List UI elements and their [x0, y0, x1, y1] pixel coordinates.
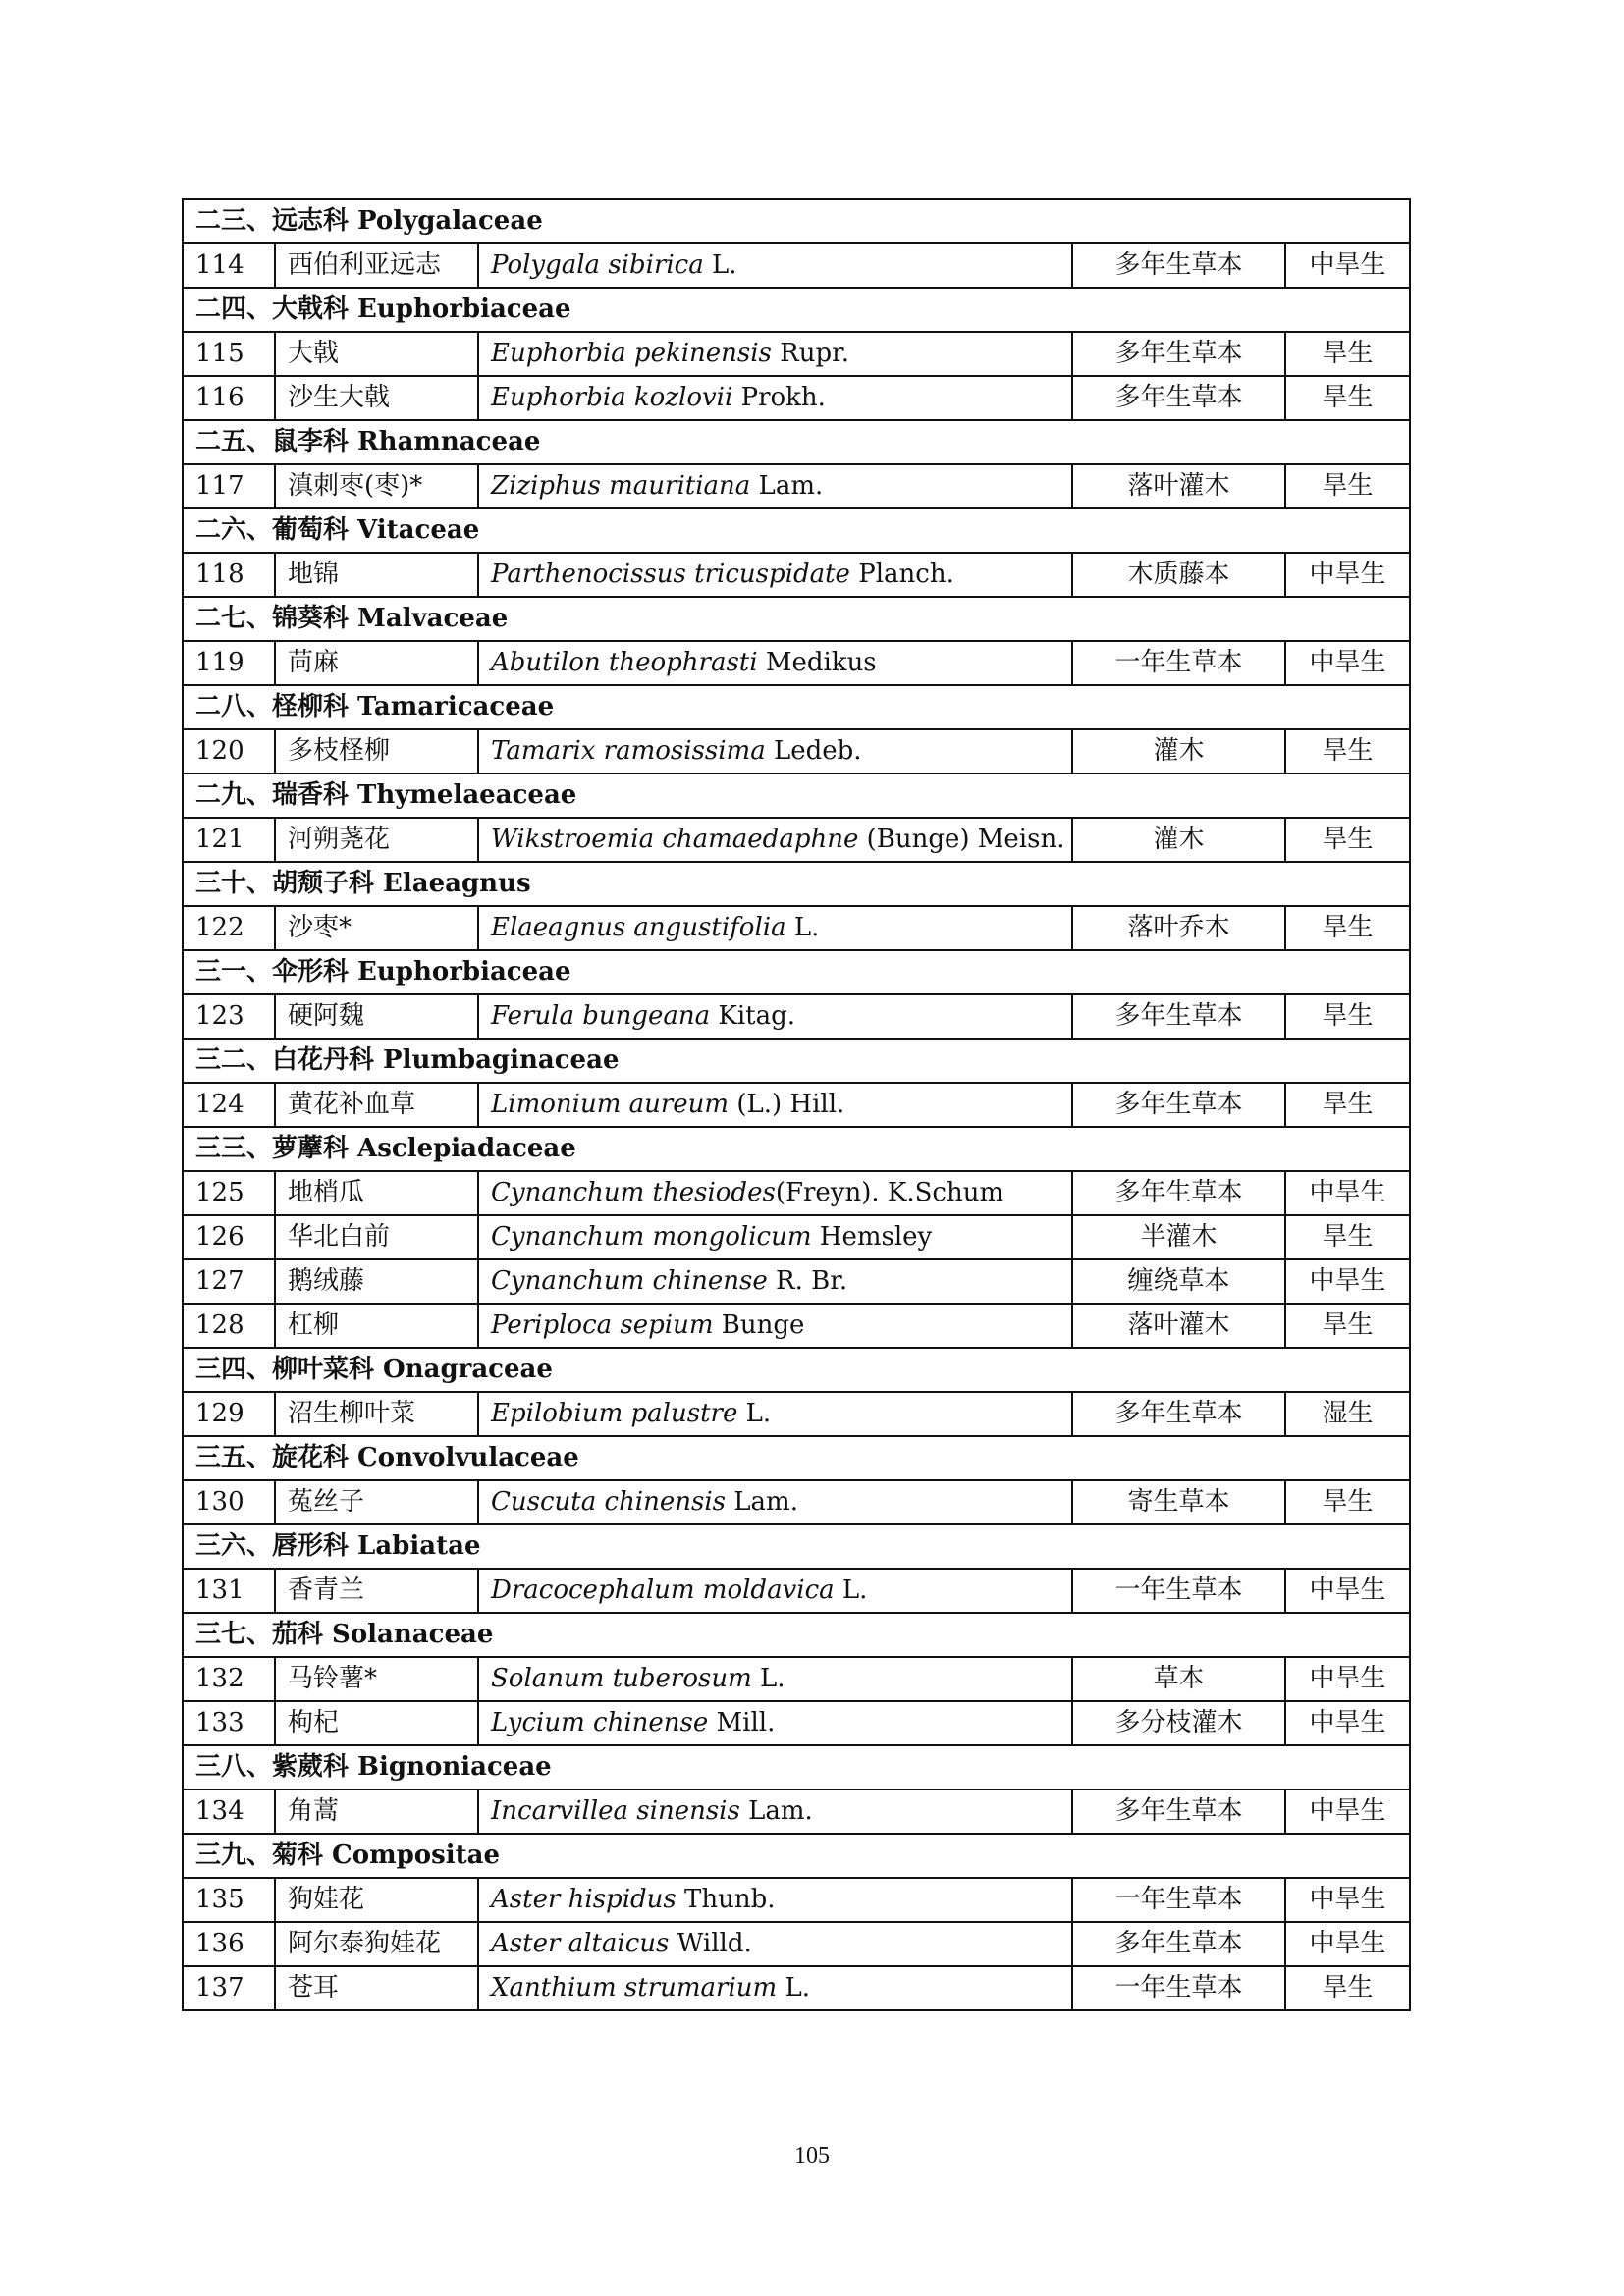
family-header-row [183, 1834, 1410, 1878]
species-number: 119 [183, 641, 275, 685]
scientific-name [478, 464, 1072, 508]
ecotype: 中旱生 [1285, 1259, 1410, 1304]
family-title: 二七、锦葵科 Malvaceae [183, 597, 1410, 641]
scientific-name [478, 243, 1072, 288]
species-row [183, 1789, 1410, 1834]
scientific-binomial: Aster hispidus [491, 1885, 677, 1914]
chinese-name: 华北白前 [275, 1215, 478, 1259]
species-number: 120 [183, 729, 275, 774]
family-title: 二六、葡萄科 Vitaceae [183, 508, 1410, 553]
scientific-authority: (Freyn). K.Schum [775, 1178, 1004, 1207]
species-number: 116 [183, 376, 275, 420]
species-number: 121 [183, 818, 275, 862]
scientific-binomial: Dracocephalum moldavica [491, 1575, 835, 1605]
ecotype: 中旱生 [1285, 1171, 1410, 1215]
scientific-name [478, 641, 1072, 685]
family-header-row [183, 1524, 1410, 1569]
ecotype: 旱生 [1285, 1966, 1410, 2010]
life-form: 一年生草本 [1072, 1569, 1285, 1613]
family-header-row [183, 862, 1410, 906]
species-number: 129 [183, 1392, 275, 1436]
scientific-authority: L. [751, 1664, 785, 1693]
chinese-name: 狗娃花 [275, 1878, 478, 1922]
ecotype: 旱生 [1285, 376, 1410, 420]
family-title: 三七、茄科 Solanaceae [183, 1613, 1410, 1657]
life-form: 多年生草本 [1072, 376, 1285, 420]
species-number: 114 [183, 243, 275, 288]
family-title: 三十、胡颓子科 Elaeagnus [183, 862, 1410, 906]
species-number: 122 [183, 906, 275, 950]
family-title: 二五、鼠李科 Rhamnaceae [183, 420, 1410, 464]
family-title: 三三、萝藦科 Asclepiadaceae [183, 1127, 1410, 1171]
species-number: 131 [183, 1569, 275, 1613]
scientific-name [478, 818, 1072, 862]
species-row [183, 1878, 1410, 1922]
chinese-name: 滇刺枣(枣)* [275, 464, 478, 508]
species-number: 130 [183, 1480, 275, 1524]
ecotype: 旱生 [1285, 1215, 1410, 1259]
scientific-binomial: Aster altaicus [491, 1929, 670, 1958]
species-row [183, 1569, 1410, 1613]
family-title: 二九、瑞香科 Thymelaeaceae [183, 774, 1410, 818]
life-form: 落叶灌木 [1072, 1304, 1285, 1348]
family-header-row [183, 288, 1410, 332]
ecotype: 中旱生 [1285, 1922, 1410, 1966]
scientific-authority: L. [777, 1973, 810, 2002]
scientific-authority: Lam. [750, 471, 824, 501]
scientific-binomial: Ziziphus mauritiana [491, 471, 751, 501]
family-title: 三八、紫葳科 Bignoniaceae [183, 1745, 1410, 1789]
scientific-authority: Thunb. [676, 1885, 776, 1914]
scientific-authority: L. [785, 913, 820, 942]
scientific-name [478, 332, 1072, 376]
scientific-name [478, 1701, 1072, 1745]
scientific-binomial: Ferula bungeana [491, 1001, 711, 1031]
chinese-name: 阿尔泰狗娃花 [275, 1922, 478, 1966]
scientific-authority: L. [737, 1399, 772, 1428]
family-title: 三四、柳叶菜科 Onagraceae [183, 1348, 1410, 1392]
scientific-name [478, 1966, 1072, 2010]
scientific-binomial: Abutilon theophrasti [491, 648, 758, 677]
scientific-name [478, 1789, 1072, 1834]
scientific-name [478, 994, 1072, 1039]
scientific-name [478, 1657, 1072, 1701]
life-form: 多年生草本 [1072, 243, 1285, 288]
species-row [183, 376, 1410, 420]
life-form: 落叶乔木 [1072, 906, 1285, 950]
life-form: 木质藤本 [1072, 553, 1285, 597]
family-title: 三六、唇形科 Labiatae [183, 1524, 1410, 1569]
ecotype: 旱生 [1285, 464, 1410, 508]
life-form: 多年生草本 [1072, 994, 1285, 1039]
scientific-name [478, 1215, 1072, 1259]
family-header-row [183, 950, 1410, 994]
scientific-name [478, 1304, 1072, 1348]
species-row [183, 1657, 1410, 1701]
scientific-binomial: Elaeagnus angustifolia [491, 913, 786, 942]
scientific-binomial: Wikstroemia chamaedaphne [491, 825, 859, 854]
species-row [183, 243, 1410, 288]
chinese-name: 菟丝子 [275, 1480, 478, 1524]
family-header-row [183, 597, 1410, 641]
species-number: 118 [183, 553, 275, 597]
family-title: 三二、白花丹科 Plumbaginaceae [183, 1039, 1410, 1083]
life-form: 一年生草本 [1072, 641, 1285, 685]
family-title: 二八、柽柳科 Tamaricaceae [183, 685, 1410, 729]
species-number: 123 [183, 994, 275, 1039]
chinese-name: 多枝柽柳 [275, 729, 478, 774]
species-row [183, 1215, 1410, 1259]
life-form: 寄生草本 [1072, 1480, 1285, 1524]
ecotype: 中旱生 [1285, 1657, 1410, 1701]
chinese-name: 地锦 [275, 553, 478, 597]
species-row [183, 1171, 1410, 1215]
ecotype: 中旱生 [1285, 553, 1410, 597]
scientific-binomial: Polygala sibirica [491, 250, 704, 280]
life-form: 灌木 [1072, 729, 1285, 774]
scientific-name [478, 1259, 1072, 1304]
family-title: 三一、伞形科 Euphorbiaceae [183, 950, 1410, 994]
scientific-binomial: Epilobium palustre [491, 1399, 738, 1428]
scientific-binomial: Cynanchum mongolicum [491, 1222, 812, 1252]
family-header-row [183, 1127, 1410, 1171]
scientific-authority: Bunge [713, 1310, 805, 1340]
species-row [183, 332, 1410, 376]
ecotype: 旱生 [1285, 994, 1410, 1039]
family-header-row [183, 1436, 1410, 1480]
ecotype: 旱生 [1285, 906, 1410, 950]
scientific-binomial: Euphorbia pekinensis [491, 339, 772, 368]
chinese-name: 硬阿魏 [275, 994, 478, 1039]
table-body [183, 199, 1410, 2010]
ecotype: 中旱生 [1285, 1878, 1410, 1922]
scientific-authority: Kitag. [710, 1001, 796, 1031]
scientific-name [478, 729, 1072, 774]
ecotype: 湿生 [1285, 1392, 1410, 1436]
ecotype: 旱生 [1285, 1083, 1410, 1127]
species-number: 132 [183, 1657, 275, 1701]
ecotype: 旱生 [1285, 1304, 1410, 1348]
ecotype: 旱生 [1285, 818, 1410, 862]
life-form: 一年生草本 [1072, 1878, 1285, 1922]
ecotype: 旱生 [1285, 729, 1410, 774]
species-number: 128 [183, 1304, 275, 1348]
scientific-authority: Rupr. [771, 339, 849, 368]
ecotype: 中旱生 [1285, 1701, 1410, 1745]
ecotype: 中旱生 [1285, 1569, 1410, 1613]
species-row [183, 994, 1410, 1039]
scientific-authority: (L.) Hill. [729, 1090, 845, 1119]
ecotype: 旱生 [1285, 332, 1410, 376]
species-number: 125 [183, 1171, 275, 1215]
chinese-name: 沼生柳叶菜 [275, 1392, 478, 1436]
chinese-name: 枸杞 [275, 1701, 478, 1745]
scientific-binomial: Cynanchum thesiodes [491, 1178, 776, 1207]
page-number: 105 [794, 2143, 830, 2168]
family-header-row [183, 1613, 1410, 1657]
family-header-row [183, 1039, 1410, 1083]
family-header-row [183, 774, 1410, 818]
ecotype: 中旱生 [1285, 1789, 1410, 1834]
scientific-authority: Ledeb. [765, 736, 862, 766]
ecotype: 中旱生 [1285, 243, 1410, 288]
scientific-binomial: Periploca sepium [491, 1310, 714, 1340]
species-number: 126 [183, 1215, 275, 1259]
family-header-row [183, 1348, 1410, 1392]
species-row [183, 1922, 1410, 1966]
scientific-name [478, 1878, 1072, 1922]
species-row [183, 906, 1410, 950]
scientific-name [478, 1922, 1072, 1966]
species-row [183, 818, 1410, 862]
ecotype: 旱生 [1285, 1480, 1410, 1524]
chinese-name: 杠柳 [275, 1304, 478, 1348]
ecotype: 中旱生 [1285, 641, 1410, 685]
species-row [183, 1083, 1410, 1127]
scientific-binomial: Lycium chinense [491, 1708, 709, 1737]
scientific-binomial: Limonium aureum [491, 1090, 730, 1119]
chinese-name: 西伯利亚远志 [275, 243, 478, 288]
life-form: 半灌木 [1072, 1215, 1285, 1259]
scientific-binomial: Cuscuta chinensis [491, 1487, 727, 1517]
family-header-row [183, 199, 1410, 243]
scientific-authority: Willd. [669, 1929, 752, 1958]
scientific-name [478, 1480, 1072, 1524]
species-number: 135 [183, 1878, 275, 1922]
scientific-binomial: Tamarix ramosissima [491, 736, 766, 766]
scientific-authority: Mill. [708, 1708, 776, 1737]
scientific-binomial: Incarvillea sinensis [491, 1796, 740, 1826]
chinese-name: 苘麻 [275, 641, 478, 685]
species-row [183, 729, 1410, 774]
life-form: 灌木 [1072, 818, 1285, 862]
scientific-binomial: Parthenocissus tricuspidate [491, 560, 850, 589]
species-number: 133 [183, 1701, 275, 1745]
scientific-binomial: Euphorbia kozlovii [491, 383, 733, 412]
scientific-binomial: Xanthium strumarium [491, 1973, 778, 2002]
chinese-name: 苍耳 [275, 1966, 478, 2010]
life-form: 多年生草本 [1072, 332, 1285, 376]
chinese-name: 沙生大戟 [275, 376, 478, 420]
life-form: 多分枝灌木 [1072, 1701, 1285, 1745]
family-title: 三九、菊科 Compositae [183, 1834, 1410, 1878]
scientific-name [478, 1569, 1072, 1613]
chinese-name: 马铃薯* [275, 1657, 478, 1701]
scientific-authority: R. Br. [767, 1266, 848, 1296]
scientific-authority: Planch. [849, 560, 954, 589]
species-row [183, 1480, 1410, 1524]
species-row [183, 1304, 1410, 1348]
life-form: 落叶灌木 [1072, 464, 1285, 508]
family-header-row [183, 1745, 1410, 1789]
species-row [183, 1966, 1410, 2010]
life-form: 草本 [1072, 1657, 1285, 1701]
life-form: 多年生草本 [1072, 1171, 1285, 1215]
chinese-name: 鹅绒藤 [275, 1259, 478, 1304]
scientific-name [478, 1083, 1072, 1127]
scientific-binomial: Solanum tuberosum [491, 1664, 752, 1693]
species-number: 124 [183, 1083, 275, 1127]
scientific-binomial: Cynanchum chinense [491, 1266, 768, 1296]
chinese-name: 河朔荛花 [275, 818, 478, 862]
species-row [183, 1701, 1410, 1745]
scientific-authority: L. [834, 1575, 868, 1605]
scientific-name [478, 906, 1072, 950]
species-number: 115 [183, 332, 275, 376]
chinese-name: 香青兰 [275, 1569, 478, 1613]
family-title: 二四、大戟科 Euphorbiaceae [183, 288, 1410, 332]
chinese-name: 地梢瓜 [275, 1171, 478, 1215]
chinese-name: 大戟 [275, 332, 478, 376]
species-row [183, 553, 1410, 597]
life-form: 多年生草本 [1072, 1392, 1285, 1436]
species-row [183, 1392, 1410, 1436]
scientific-authority: (Bunge) Meisn. [858, 825, 1065, 854]
scientific-name [478, 1171, 1072, 1215]
scientific-name [478, 376, 1072, 420]
life-form: 一年生草本 [1072, 1966, 1285, 2010]
species-number: 136 [183, 1922, 275, 1966]
life-form: 多年生草本 [1072, 1083, 1285, 1127]
species-row [183, 1259, 1410, 1304]
life-form: 多年生草本 [1072, 1789, 1285, 1834]
life-form: 缠绕草本 [1072, 1259, 1285, 1304]
scientific-authority: Lam. [739, 1796, 813, 1826]
species-number: 117 [183, 464, 275, 508]
species-row [183, 464, 1410, 508]
scientific-authority: Medikus [757, 648, 877, 677]
life-form: 多年生草本 [1072, 1922, 1285, 1966]
species-number: 134 [183, 1789, 275, 1834]
family-title: 三五、旋花科 Convolvulaceae [183, 1436, 1410, 1480]
scientific-authority: Prokh. [732, 383, 826, 412]
chinese-name: 沙枣* [275, 906, 478, 950]
family-header-row [183, 685, 1410, 729]
family-header-row [183, 508, 1410, 553]
species-table [182, 198, 1411, 2011]
species-row [183, 641, 1410, 685]
scientific-name [478, 553, 1072, 597]
chinese-name: 黄花补血草 [275, 1083, 478, 1127]
scientific-name [478, 1392, 1072, 1436]
scientific-authority: Hemsley [811, 1222, 933, 1252]
species-number: 137 [183, 1966, 275, 2010]
family-title: 二三、远志科 Polygalaceae [183, 199, 1410, 243]
family-header-row [183, 420, 1410, 464]
species-number: 127 [183, 1259, 275, 1304]
scientific-authority: L. [703, 250, 737, 280]
scientific-authority: Lam. [726, 1487, 798, 1517]
chinese-name: 角蒿 [275, 1789, 478, 1834]
